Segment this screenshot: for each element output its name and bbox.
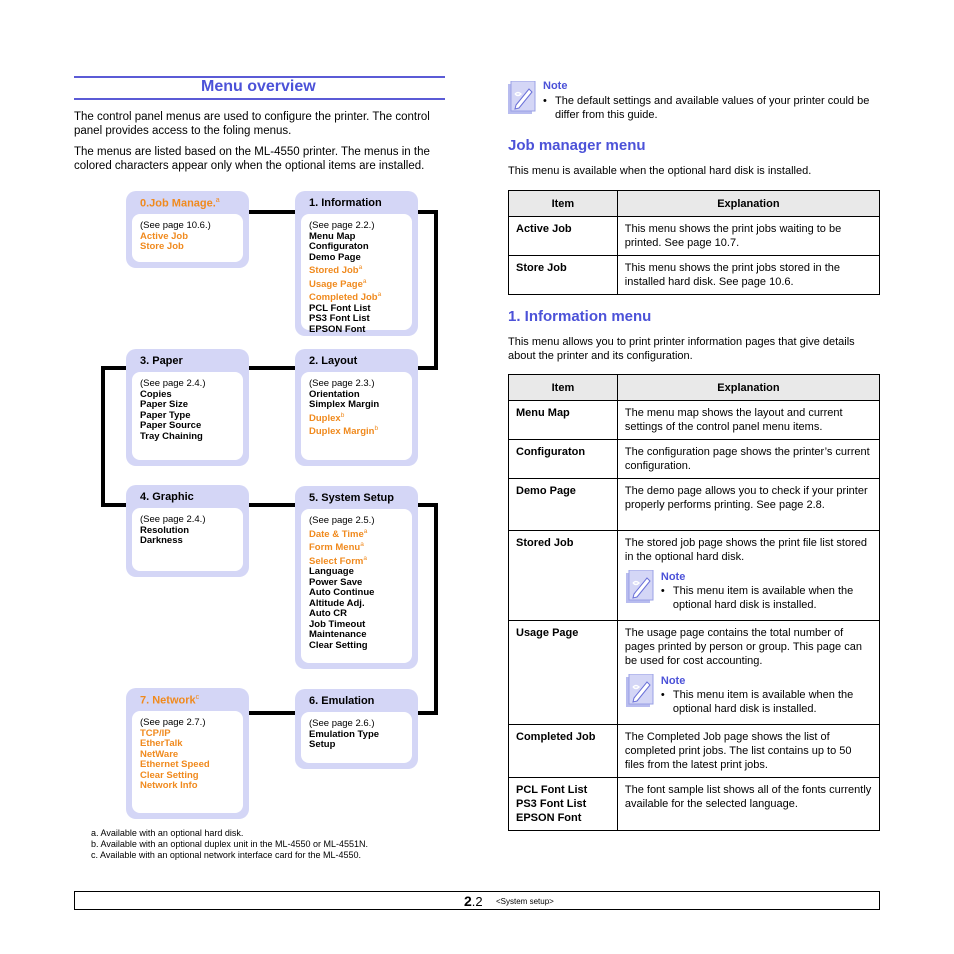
menu-title-system-setup: 5. System Setup [309, 492, 394, 504]
menu-box-system-setup [295, 486, 418, 669]
table-cell-explanation: The font sample list shows all of the fonts currently available for the selected language. [617, 778, 879, 831]
page-number: 2.2 [464, 893, 483, 909]
menu-item: Select Form$^a$ [309, 554, 368, 567]
inline-note: Note • This menu item is available when the optional hard disk is installed. [625, 674, 872, 714]
inline-note: Note • This menu item is available when the optional hard disk is installed. [625, 570, 872, 610]
job-manager-title: Job manager menu [508, 137, 646, 154]
menu-title-graphic: 4. Graphic [140, 491, 194, 503]
menu-item: Power Save [309, 576, 363, 588]
menu-item: Maintenance [309, 629, 367, 641]
menu-item: Clear Setting [140, 769, 199, 781]
note-pencil-icon [507, 81, 537, 115]
table-cell-explanation: The Completed Job page shows the list of completed print jobs. The list contains up to 50 files from the latest print jobs. [617, 725, 879, 778]
top-note-heading: Note [543, 80, 568, 92]
table-cell-explanation: The menu map shows the layout and current settings of the control panel menu items. [617, 401, 879, 440]
item-line: PCL Font List [516, 784, 588, 796]
menu-box-content [301, 372, 412, 460]
table-cell-item: Completed Job [509, 725, 618, 778]
connector-right-vertical-2 [434, 503, 438, 715]
menu-item: Demo Page [309, 251, 361, 263]
menu-box-content [301, 712, 412, 763]
menu-item: Emulation Type [309, 728, 380, 740]
table-row [509, 479, 880, 531]
menu-title-job-manage: 0.Job Manage.$^a$ [140, 197, 220, 210]
menu-item: Clear Setting [309, 639, 368, 651]
table-header: Item [509, 191, 618, 217]
menu-item: EPSON Font [309, 323, 366, 335]
table-row [509, 778, 880, 831]
menu-box-emulation [295, 689, 418, 769]
menu-title-layout: 2. Layout [309, 355, 358, 367]
menu-ref: (See page 2.4.) [140, 378, 206, 389]
menu-title-paper: 3. Paper [140, 355, 183, 367]
explanation-text: The stored job page shows the print file list stored in the optional hard disk. [624, 537, 868, 563]
footnote-b: b. Available with an optional duplex unit in the ML-4550 or ML-4551N. [91, 839, 369, 849]
menu-title-network: 7. Network$^c$ [140, 694, 200, 707]
job-manager-table [508, 190, 880, 295]
menu-item: TCP/IP [140, 727, 171, 739]
menu-item: Job Timeout [309, 618, 366, 630]
table-cell-explanation [617, 531, 879, 621]
table-header-row [509, 191, 880, 217]
footnote-a: a. Available with an optional hard disk. [91, 828, 244, 838]
menu-item: Duplex$^b$ [309, 411, 345, 424]
explanation-text: The usage page contains the total number of pages printed by person or group. This page can be used for cost accounting. [624, 627, 862, 667]
menu-box-paper [126, 349, 249, 466]
menu-item: Paper Type [140, 409, 191, 421]
table-row [509, 621, 880, 725]
menu-item: EtherTalk [140, 738, 183, 749]
menu-item: Darkness [140, 535, 183, 546]
menu-item: Simplex Margin [309, 399, 380, 410]
note-pencil-icon [625, 570, 655, 604]
menu-item: Usage Page$^a$ [309, 277, 367, 290]
menu-ref: (See page 2.4.) [140, 514, 206, 525]
item-line: PS3 Font List [516, 798, 587, 810]
table-row [509, 531, 880, 621]
menu-box-network [126, 688, 249, 819]
table-cell-explanation: The demo page allows you to check if your printer properly performs printing. See page 2.8. [617, 479, 879, 531]
menu-item: Resolution [140, 524, 190, 536]
menu-item: Setup [309, 739, 336, 750]
menu-ref: (See page 10.6.) [140, 220, 211, 231]
menu-item: Store Job [140, 241, 184, 252]
menu-overview-title: Menu overview [201, 78, 316, 95]
menu-ref: (See page 2.7.) [140, 717, 206, 728]
menu-item: Completed Job$^a$ [309, 291, 382, 304]
connector-graphic-left [101, 503, 127, 507]
menu-box-content [301, 509, 412, 663]
table-row [509, 440, 880, 479]
menu-box-content [132, 508, 243, 571]
menu-item: Active Job [140, 230, 189, 242]
menu-item: Duplex Margin$^b$ [309, 425, 379, 438]
menu-ref: (See page 2.6.) [309, 718, 375, 729]
table-header-row [509, 375, 880, 401]
menu-box-content [301, 214, 412, 335]
table-cell-explanation: This menu shows the print jobs stored in the installed hard disk. See page 10.6. [617, 256, 879, 295]
menu-box-content [132, 214, 243, 262]
note-heading: Note [660, 675, 686, 687]
menu-ref: (See page 2.3.) [309, 378, 375, 389]
menu-box-content [132, 372, 243, 460]
information-menu-intro: This menu allows you to print printer information pages that give details about the printer and its configuration. [508, 336, 855, 362]
connector-network-emulation [249, 711, 296, 715]
menu-item: Form Menu$^a$ [309, 541, 364, 554]
footer-section-label: <System setup> [496, 897, 554, 906]
footnote-c: c. Available with an optional network interface card for the ML-4550. [91, 850, 361, 860]
table-cell-item: Usage Page [509, 621, 618, 725]
menu-item: Date & Time$^a$ [309, 527, 368, 540]
table-cell-item: Demo Page [509, 479, 618, 531]
connector-layout-right [417, 366, 438, 370]
menu-item: NetWare [140, 748, 179, 760]
menu-item: Tray Chaining [140, 430, 203, 442]
table-cell-explanation: This menu shows the print jobs waiting to be printed. See page 10.7. [617, 217, 879, 256]
table-cell-item: Active Job [509, 217, 618, 256]
menu-item: Menu Map [309, 230, 356, 242]
table-row [509, 401, 880, 440]
menu-box-content [132, 711, 243, 813]
table-cell-item: Store Job [509, 256, 618, 295]
menu-item: Paper Size [140, 399, 189, 410]
menu-item: Paper Source [140, 420, 202, 431]
connector-right-vertical-1 [434, 210, 438, 370]
connector-emulation-right [417, 711, 438, 715]
table-cell-item: Configuraton [509, 440, 618, 479]
information-menu-table [508, 374, 880, 831]
connector-job-info [249, 210, 296, 214]
menu-item: Ethernet Speed [140, 759, 210, 770]
menu-item: Altitude Adj. [309, 597, 365, 609]
title-rule-bottom [74, 98, 445, 100]
note-pencil-icon [625, 674, 655, 708]
table-row [509, 217, 880, 256]
menu-box-graphic [126, 485, 249, 577]
menu-box-information [295, 191, 418, 336]
item-line: EPSON Font [516, 812, 582, 824]
connector-graphic-system [249, 503, 296, 507]
menu-item: Auto CR [309, 608, 347, 620]
table-header: Item [509, 375, 618, 401]
menu-item: Configuraton [309, 241, 369, 252]
table-cell-item [509, 778, 618, 831]
connector-paper-layout [249, 366, 296, 370]
overview-paragraph-1: The control panel menus are used to configure the printer. The control panel provides access to the foling menus. [74, 111, 430, 137]
table-cell-item: Stored Job [509, 531, 618, 621]
table-cell-explanation [617, 621, 879, 725]
table-cell-item: Menu Map [509, 401, 618, 440]
overview-paragraph-2: The menus are listed based on the ML-4550 printer. The menus in the colored characters appear only when the optional items are installed. [74, 146, 430, 172]
menu-ref: (See page 2.5.) [309, 515, 375, 526]
menu-box-layout [295, 349, 418, 466]
table-cell-explanation: The configuration page shows the printer’s current configuration. [617, 440, 879, 479]
menu-ref: (See page 2.2.) [309, 220, 375, 231]
connector-left-vertical [101, 366, 105, 507]
job-manager-intro: This menu is available when the optional hard disk is installed. [508, 165, 812, 177]
menu-box-job-manage [126, 191, 249, 268]
menu-item: Network Info [140, 780, 198, 791]
menu-item: Orientation [309, 388, 360, 400]
table-row [509, 725, 880, 778]
menu-title-information: 1. Information [309, 197, 382, 209]
note-heading: Note [660, 571, 686, 583]
table-row [509, 256, 880, 295]
table-header: Explanation [617, 191, 879, 217]
menu-title-emulation: 6. Emulation [309, 695, 375, 707]
menu-item: PS3 Font List [309, 313, 370, 325]
information-menu-title: 1. Information menu [508, 308, 652, 325]
menu-item: Copies [140, 388, 172, 400]
menu-item: Language [309, 566, 354, 578]
menu-item: Stored Job$^a$ [309, 264, 363, 277]
menu-item: PCL Font List [309, 302, 371, 314]
menu-item: Auto Continue [309, 587, 375, 599]
table-header: Explanation [617, 375, 879, 401]
